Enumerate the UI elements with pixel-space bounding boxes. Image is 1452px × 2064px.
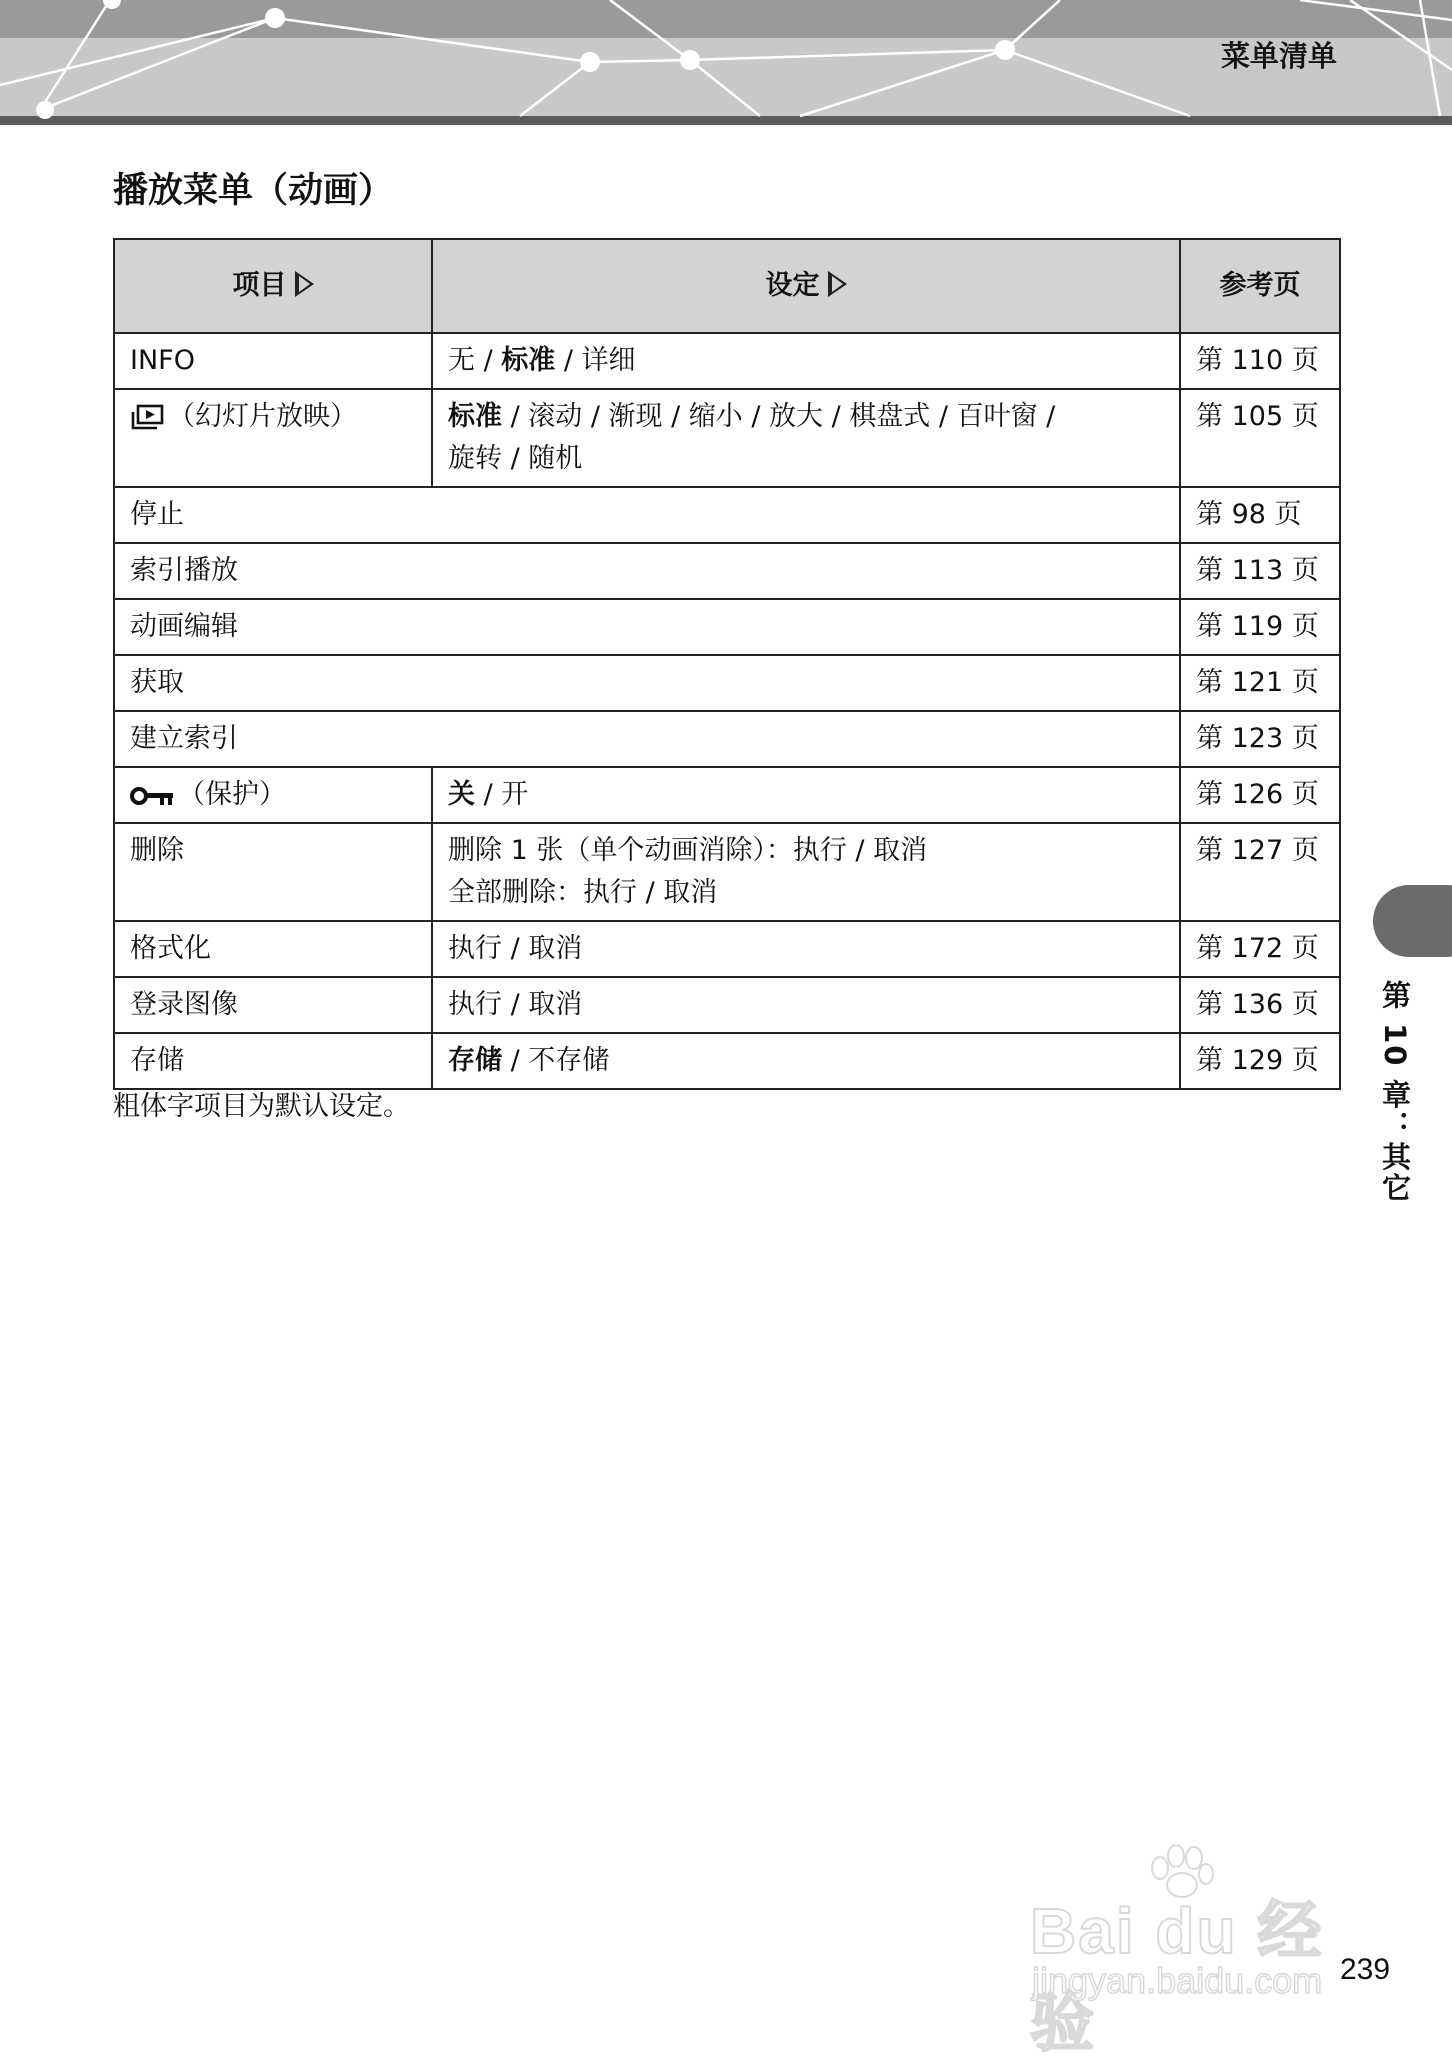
menu-item-label: 删除 bbox=[130, 835, 184, 866]
setting-cell bbox=[432, 767, 1180, 823]
setting-text: / 滚动 / 渐现 / 缩小 / 放大 / 棋盘式 / 百叶窗 / bbox=[502, 401, 1056, 432]
chapter-tab bbox=[1373, 885, 1452, 957]
table-row bbox=[114, 389, 1340, 487]
table-row bbox=[114, 487, 1340, 543]
menu-item-cell bbox=[114, 711, 1180, 767]
default-setting-text: 标准 bbox=[501, 345, 556, 376]
setting-text: 全部删除：执行 / 取消 bbox=[448, 877, 718, 908]
menu-item-cell bbox=[114, 1033, 432, 1089]
column-header-setting-label: 设定 bbox=[765, 270, 820, 301]
reference-page: 第 113 页 bbox=[1180, 543, 1340, 599]
reference-page: 第 129 页 bbox=[1180, 1033, 1340, 1089]
menu-item-label: 索引播放 bbox=[130, 555, 238, 586]
setting-text: / 不存储 bbox=[502, 1045, 610, 1076]
reference-page: 第 126 页 bbox=[1180, 767, 1340, 823]
setting-line bbox=[448, 928, 1165, 970]
menu-item-cell bbox=[114, 599, 1180, 655]
chapter-label: 第 10 章：其它 bbox=[1378, 980, 1412, 1204]
table-row bbox=[114, 655, 1340, 711]
menu-item-cell bbox=[114, 823, 432, 921]
watermark-brand: Bai du 经验 bbox=[1030, 1895, 1324, 2059]
setting-line bbox=[448, 396, 1165, 438]
table-row bbox=[114, 921, 1340, 977]
table-row bbox=[114, 1033, 1340, 1089]
column-header-item bbox=[114, 239, 432, 333]
reference-page: 第 136 页 bbox=[1180, 977, 1340, 1033]
menu-item-label: INFO bbox=[130, 345, 195, 376]
menu-item-label: 存储 bbox=[130, 1045, 184, 1076]
menu-item-label: 格式化 bbox=[130, 933, 211, 964]
triangle-right-icon bbox=[295, 271, 314, 297]
column-header-setting bbox=[432, 239, 1180, 333]
table-row bbox=[114, 333, 1340, 389]
menu-item-label: 动画编辑 bbox=[130, 611, 238, 642]
default-setting-text: 标准 bbox=[448, 401, 502, 432]
table-body bbox=[114, 333, 1340, 1089]
column-header-reference: 参考页 bbox=[1180, 239, 1340, 333]
setting-cell bbox=[432, 333, 1180, 389]
key-icon bbox=[130, 785, 174, 807]
watermark-url: jingyan.baidu.com bbox=[1032, 1960, 1323, 2001]
page-number: 239 bbox=[1340, 1953, 1391, 1986]
menu-item-cell bbox=[114, 655, 1180, 711]
reference-page: 第 119 页 bbox=[1180, 599, 1340, 655]
menu-item-label: 建立索引 bbox=[130, 723, 238, 754]
setting-text: 执行 / 取消 bbox=[448, 989, 583, 1020]
setting-cell bbox=[432, 921, 1180, 977]
reference-page: 第 123 页 bbox=[1180, 711, 1340, 767]
slideshow-icon bbox=[130, 404, 164, 432]
reference-page: 第 127 页 bbox=[1180, 823, 1340, 921]
table-row bbox=[114, 823, 1340, 921]
setting-text: / 开 bbox=[475, 779, 529, 810]
menu-item-label: 获取 bbox=[130, 667, 184, 698]
menu-item-cell bbox=[114, 333, 432, 389]
menu-item-cell bbox=[114, 767, 432, 823]
table-row bbox=[114, 711, 1340, 767]
reference-page: 第 105 页 bbox=[1180, 389, 1340, 487]
setting-line bbox=[448, 438, 1165, 480]
playback-menu-table bbox=[113, 238, 1341, 1090]
setting-cell bbox=[432, 389, 1180, 487]
setting-cell bbox=[432, 977, 1180, 1033]
triangle-right-icon bbox=[828, 271, 847, 297]
setting-line bbox=[448, 1040, 1165, 1082]
setting-line bbox=[448, 872, 1165, 914]
reference-page: 第 110 页 bbox=[1180, 333, 1340, 389]
reference-page: 第 121 页 bbox=[1180, 655, 1340, 711]
setting-line bbox=[448, 340, 1165, 382]
menu-item-label: 停止 bbox=[130, 499, 184, 530]
menu-item-cell bbox=[114, 487, 1180, 543]
column-header-item-label: 项目 bbox=[232, 270, 287, 301]
setting-line bbox=[448, 774, 1165, 816]
setting-cell bbox=[432, 1033, 1180, 1089]
menu-item-label: 登录图像 bbox=[130, 989, 238, 1020]
table-header-row bbox=[114, 239, 1340, 333]
setting-text: 无 bbox=[448, 345, 475, 376]
watermark bbox=[1030, 1840, 1360, 2059]
default-setting-note: 粗体字项目为默认设定。 bbox=[113, 1091, 410, 1122]
setting-cell bbox=[432, 823, 1180, 921]
setting-text: / 详细 bbox=[555, 345, 636, 376]
table-row bbox=[114, 543, 1340, 599]
table-row bbox=[114, 767, 1340, 823]
default-setting-text: 存储 bbox=[448, 1045, 502, 1076]
reference-page: 第 172 页 bbox=[1180, 921, 1340, 977]
setting-text: 删除 1 张（单个动画消除）：执行 / 取消 bbox=[448, 835, 928, 866]
setting-text: / bbox=[475, 345, 502, 376]
table-row bbox=[114, 599, 1340, 655]
menu-item-cell bbox=[114, 921, 432, 977]
setting-text: 旋转 / 随机 bbox=[448, 443, 583, 474]
setting-text: 执行 / 取消 bbox=[448, 933, 583, 964]
menu-item-label: （幻灯片放映） bbox=[168, 401, 357, 432]
menu-item-cell bbox=[114, 389, 432, 487]
menu-item-cell bbox=[114, 977, 432, 1033]
table-row bbox=[114, 977, 1340, 1033]
menu-item-cell bbox=[114, 543, 1180, 599]
section-title: 播放菜单（动画） bbox=[113, 171, 394, 211]
menu-item-label: （保护） bbox=[178, 779, 286, 810]
setting-line bbox=[448, 984, 1165, 1026]
reference-page: 第 98 页 bbox=[1180, 487, 1340, 543]
default-setting-text: 关 bbox=[448, 779, 475, 810]
setting-line bbox=[448, 830, 1165, 872]
header-title: 菜单清单 bbox=[1220, 39, 1337, 73]
